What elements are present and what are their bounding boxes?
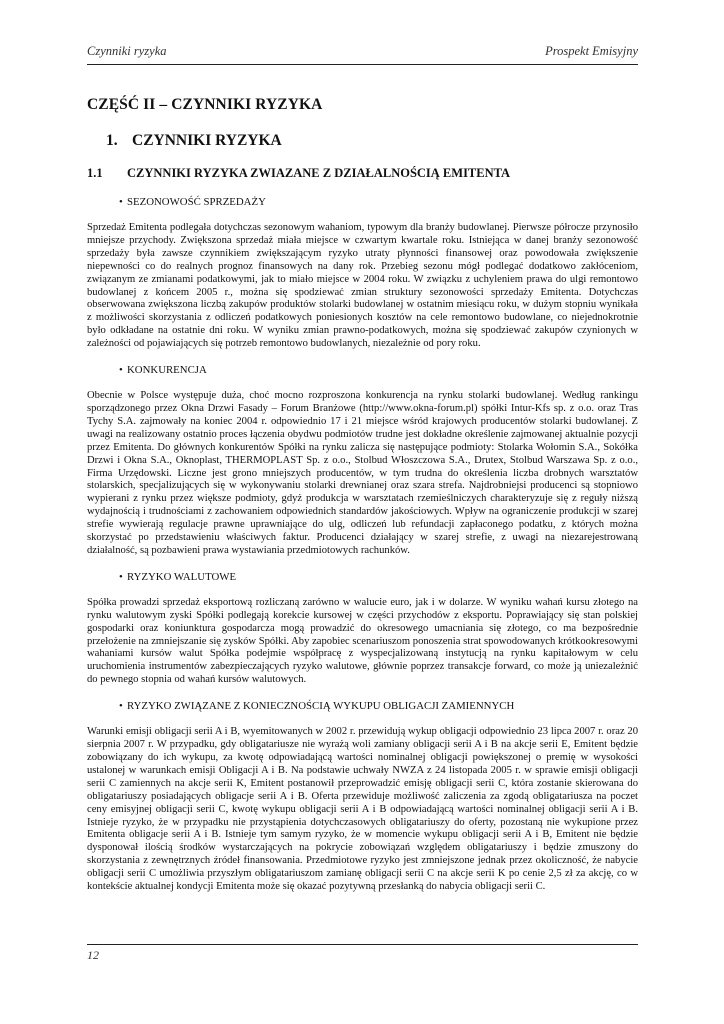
document-body	[87, 96, 638, 907]
section-heading	[87, 166, 638, 181]
page-header	[87, 40, 638, 65]
subsection-heading	[87, 700, 638, 712]
bullet-icon: •	[119, 364, 123, 377]
subsection-title: SEZONOWOŚĆ SPRZEDAŻY	[127, 196, 266, 208]
bullet-icon: •	[119, 700, 123, 713]
page-footer	[87, 944, 638, 962]
chapter-heading	[106, 132, 638, 150]
paragraph: Spółka prowadzi sprzedaż eksportową rozliczaną zarówno w walucie euro, jak i w dolarze. W wyniku wahań kursu złotego na rynku walutowym zyski Spółki podlegają korekcie kursowej w części przychodów z eksportu. Poprawiający się stan polskiej gospodarki oraz koniunktura gospodarcza mogą prowadzić do okresowego umacniania się złotego, co ma bezpośrednie przełożenie na zmniejszanie się zysków Spółki. Aby zapobiec scenariuszom ponoszenia strat spowodowanych krótkookresowymi wahaniami kursów walut Spółka podejmie współpracę z wyspecjalizowaną instytucją na rynku kapitałowym w celu uruchomienia instrumentów zabezpieczających ryzyko walutowe, głównie poprzez transakcje forward, co może ją uniezależnić do pewnego stopnia od wahań kursów walutowych.	[87, 596, 638, 686]
subsection-title: RYZYKO WALUTOWE	[127, 570, 237, 583]
bullet-icon: •	[119, 570, 123, 583]
section-title: CZYNNIKI RYZYKA ZWIAZANE Z DZIAŁALNOŚCIĄ EMITENTA	[127, 166, 511, 180]
paragraph: Sprzedaż Emitenta podlegała dotychczas sezonowym wahaniom, typowym dla branży budowlanej. Pierwsze półrocze przynosiło mniejsze przychody. Zwiększona sprzedaż miała miejsce w czwartym kwartale roku. Istniejąca w danej branży sezonowość sprzedaży była zawsze czynnikiem zwiększającym ryzyko utraty płynności finansowej oraz powodowała zwiększenie niepewności co do realnych prognoz finansowych na dany rok. Przebieg sezonu mógł podlegać dodatkowo zakłóceniom, związanym ze zmianami podatkowymi, jak to miało miejsce w 2004 roku. W związku z uchyleniem prawa do ulgi remontowo budowlanej z końcem 2005 r., można się spodziewać zmian struktury sezonowości sprzedaży Emitenta. Dotychczas obserwowana zwiększona liczbą zakupów produktów stolarki budowlanej w ostatnim miesiącu roku, w dużym stopniu wynikała z możliwości skorzystania z odliczeń podatkowych poniesionych kosztów na cele remontowo budowlane, co niejednokrotnie było odkładane na ostatnie dni roku. W wyniku zmian prawno-podatkowych, można się spodziewać zakupów czynionych w zależności od pojawiających się potrzeb remontowo budowlanych, niezależnie od pory roku.	[87, 222, 638, 350]
page-number: 12	[87, 948, 99, 962]
subsection-heading	[87, 196, 638, 208]
part-title: CZĘŚĆ II – CZYNNIKI RYZYKA	[87, 96, 323, 113]
subsection-title: RYZYKO ZWIĄZANE Z KONIECZNOŚCIĄ WYKUPU OBLIGACJI ZAMIENNYCH	[127, 700, 515, 713]
subsection-heading	[87, 364, 638, 376]
paragraph: Warunki emisji obligacji serii A i B, wyemitowanych w 2002 r. przewidują wykup obligacji odpowiednio 23 lipca 2007 r. oraz 20 sierpnia 2007 r. W przypadku, gdy obligatariusze nie wyrażą woli zamiany obligacji serii A i B na akcje serii E, Emitent będzie zobowiązany do ich wykupu, za kwotę odpowiadającą wartości nominalnej obligacji powiększonej o premię w wysokości ustalonej w warunkach emisji Obligacji A i B. Na podstawie uchwały NWZA z 24 listopada 2005 r. w sprawie emisji obligacji serii C zamiennych na akcje serii K, Emitent postanowił przeprowadzić emisję obligacji serii C, która zostanie skierowana do obligatariuszy posiadających obligacje serii A i B. Oferta przewiduje możliwość zaliczenia za zgodą obligatariusza na poczet ceny emisyjnej obligacji serii C, kwotę wykupu obligacji serii A i B odpowiadającą wartości nominalnej obligacji serii A i B. Istnieje ryzyko, że w przypadku nie przystąpienia dotychczasowych obligatariuszy do oferty, pozostaną nie wykupione przez Emitenta obligacje serii A i B. Istnieje tym samym ryzyko, że w momencie wykupu obligacji serii A i B, Emitent nie będzie dysponował ilością środków wystarczających na pokrycie zobowiązań względem obligatariuszy i będzie zmuszony do skorzystania z zewnętrznych źródeł finansowania. Przedmiotowe ryzyko jest zmniejszone jednak przez okoliczność, że nabycie obligacji serii C umożliwia przyszłym obligatariuszom zamianę obligacji serii C na akcje serii K po cenie 2,5 zł za akcję, co w kontekście aktualnej kondycji Emitenta może się okazać pozytywną przesłanką do nabycia obligacji serii C.	[87, 726, 638, 893]
header-right-title: Prospekt Emisyjny	[545, 44, 638, 58]
section-number: 1.1	[87, 166, 103, 180]
subsection-title: KONKURENCJA	[127, 364, 207, 377]
subsection-heading	[87, 571, 638, 583]
paragraph: Obecnie w Polsce występuje duża, choć mocno rozproszona konkurencja na rynku stolarki budowlanej. Według rankingu sporządzonego przez Okna Drzwi Fasady – Forum Branżowe (http://www.okna-forum.pl) spółki Intur-Kfs sp. z o.o. oraz Tras Tychy S.A. zajmowały na koniec 2004 r. odpowiednio 17 i 21 miejsce wśród krajowych producentów stolarki budowlanej. Z uwagi na realizowany ostatnio proces łączenia obydwu podmiotów trudne jest dokładne określenie zajmowanej aktualnie pozycji przez Emitenta. Do głównych konkurentów Spółki na rynku zalicza się następujące podmioty: Stolarka Wołomin S.A., Sokółka Drzwi i Okna S.A., Oknoplast, THERMOPLAST Sp. z o.o., Stolbud Włoszczowa S.A., Drutex, Stolbud Warszawa Sp. z o.o., Firma Urzędowski. Liczne jest grono mniejszych producentów, w tym trudna do określenia liczba drobnych warsztatów stolarskich, specjalizujących się w wykonywaniu stolarki drewnianej oraz szara strefa. Najdrobniejsi producenci są stopniowo wypierani z rynku przez większe podmioty, gdyż produkcja w warsztatach rzemieślniczych charakteryzuje się z reguły niższą wydajnością i trudnościami z zachowaniem odpowiednich standardów jakościowych. Wpływ na ograniczenie produkcji w szarej strefie wywierają regulacje prawne uprawniające do ulg, odliczeń lub refundacji zapłaconego podatku, z których można skorzystać po przedstawieniu właściwych faktur. Producenci działający w szarej strefie, z uwagi na niezarejestrowaną działalność, są pozbawieni prawa wystawiania przedmiotowych rachunków.	[87, 390, 638, 556]
chapter-number: 1.	[106, 132, 118, 149]
bullet-icon: •	[119, 196, 123, 208]
header-left-title: Czynniki ryzyka	[87, 44, 167, 58]
chapter-title: CZYNNIKI RYZYKA	[132, 132, 282, 149]
